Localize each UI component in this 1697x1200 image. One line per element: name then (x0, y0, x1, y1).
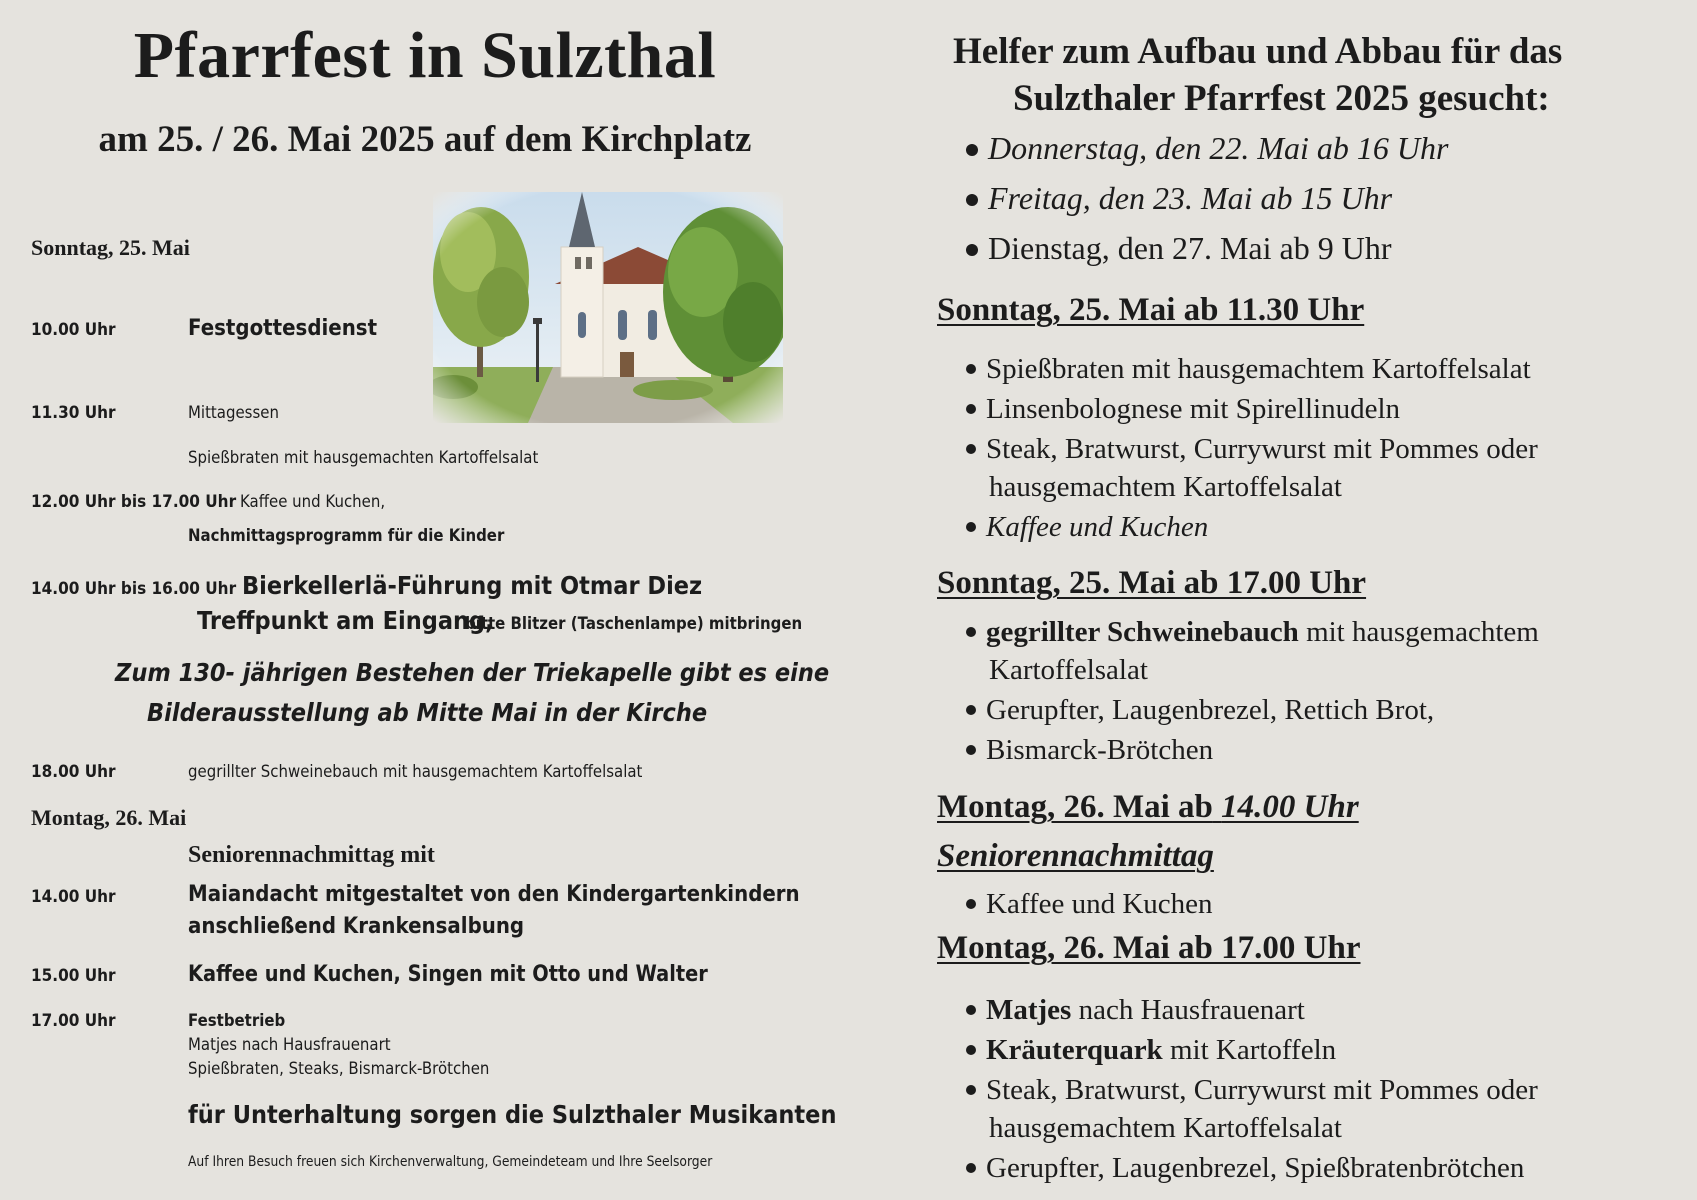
bullet-icon (966, 1163, 976, 1173)
bullet-icon (966, 444, 976, 454)
event-time: 15.00 Uhr (31, 966, 116, 986)
event-title: Kaffee und Kuchen, (240, 492, 386, 512)
event-detail: Nachmittagsprogramm für die Kinder (188, 526, 505, 546)
menu-item: gegrillter Schweinebauch mit hausgemachtem (966, 616, 1539, 649)
menu-item: Steak, Bratwurst, Currywurst mit Pommes oder (966, 433, 1538, 466)
section-title: Montag, 26. Mai ab 17.00 Uhr (937, 930, 1361, 966)
bullet-icon (966, 705, 976, 715)
bullet-icon (966, 1005, 976, 1015)
event-note: bitte Blitzer (Taschenlampe) mitbringen (465, 614, 803, 634)
event-detail: Matjes nach Hausfrauenart (188, 1035, 391, 1055)
bullet-icon (966, 1045, 976, 1055)
entertainment-note: für Unterhaltung sorgen die Sulzthaler Musikanten (188, 1100, 837, 1129)
section-title: Sonntag, 25. Mai ab 17.00 Uhr (937, 565, 1367, 601)
monday-heading: Montag, 26. Mai (31, 805, 187, 830)
menu-item-continued: Kartoffelsalat (989, 654, 1148, 686)
event-time: 10.00 Uhr (31, 320, 116, 340)
event-title: Festbetrieb (188, 1011, 286, 1031)
menu-item: Gerupfter, Laugenbrezel, Rettich Brot, (966, 694, 1434, 727)
bullet-icon (966, 404, 976, 414)
menu-item: Kaffee und Kuchen (966, 511, 1208, 544)
footer-note: Auf Ihren Besuch freuen sich Kirchenverwaltung, Gemeindeteam und Ihre Seelsorger (188, 1154, 713, 1170)
bullet-icon (966, 364, 976, 374)
page-title: Pfarrfest in Sulzthal (133, 19, 717, 92)
event-title: Kaffee und Kuchen, Singen mit Otto und Walter (188, 962, 708, 987)
section-title: Sonntag, 25. Mai ab 11.30 Uhr (937, 292, 1365, 328)
helper-heading-2: Sulzthaler Pfarrfest 2025 gesucht: (1013, 78, 1550, 119)
sunday-heading: Sonntag, 25. Mai (31, 235, 190, 260)
menu-item: Kaffee und Kuchen (966, 888, 1213, 921)
church-photo (433, 192, 783, 423)
anniversary-line-1: Zum 130- jährigen Bestehen der Triekapelle gibt es eine (115, 658, 830, 687)
helper-date: Dienstag, den 27. Mai ab 9 Uhr (966, 230, 1391, 267)
menu-item: Spießbraten mit hausgemachtem Kartoffelsalat (966, 353, 1531, 386)
bullet-icon (966, 899, 976, 909)
helper-heading-1: Helfer zum Aufbau und Abbau für das (953, 31, 1563, 72)
helper-date: Donnerstag, den 22. Mai ab 16 Uhr (966, 130, 1448, 167)
event-detail: Spießbraten mit hausgemachten Kartoffelsalat (188, 448, 539, 468)
menu-item: Kräuterquark mit Kartoffeln (966, 1034, 1336, 1067)
event-detail: Spießbraten, Steaks, Bismarck-Brötchen (188, 1059, 490, 1079)
menu-item-continued: hausgemachtem Kartoffelsalat (989, 1112, 1342, 1144)
event-title: Festgottesdienst (188, 316, 378, 341)
event-time: 14.00 Uhr bis 16.00 Uhr (31, 579, 237, 599)
section-title: Montag, 26. Mai ab 14.00 Uhr (937, 789, 1359, 825)
menu-item: Linsenbolognese mit Spirellinudeln (966, 393, 1400, 426)
bullet-icon (966, 1085, 976, 1095)
page-subtitle: am 25. / 26. Mai 2025 auf dem Kirchplatz (98, 119, 752, 160)
bullet-icon (966, 144, 978, 156)
helper-date: Freitag, den 23. Mai ab 15 Uhr (966, 180, 1392, 217)
menu-item: Steak, Bratwurst, Currywurst mit Pommes oder (966, 1074, 1538, 1107)
monday-intro: Seniorennachmittag mit (188, 842, 435, 868)
menu-item: Matjes nach Hausfrauenart (966, 994, 1305, 1027)
event-title: Maiandacht mitgestaltet von den Kindergartenkindern (188, 882, 800, 907)
event-detail: Treffpunkt am Eingang, (197, 606, 494, 635)
bullet-icon (966, 522, 976, 532)
event-time: 12.00 Uhr bis 17.00 Uhr (31, 492, 237, 512)
bullet-icon (966, 244, 978, 256)
event-title: gegrillter Schweinebauch mit hausgemachtem Kartoffelsalat (188, 762, 643, 782)
event-time: 17.00 Uhr (31, 1011, 116, 1031)
event-time: 11.30 Uhr (31, 403, 116, 423)
event-time: 14.00 Uhr (31, 887, 116, 907)
event-title: Bierkellerlä-Führung mit Otmar Diez (242, 571, 703, 600)
section-subtitle: Seniorennachmittag (937, 838, 1214, 874)
menu-item: Bismarck-Brötchen (966, 734, 1213, 767)
event-title: Mittagessen (188, 403, 279, 423)
event-detail: anschließend Krankensalbung (188, 914, 525, 939)
anniversary-line-2: Bilderausstellung ab Mitte Mai in der Kirche (147, 698, 708, 727)
menu-item-continued: hausgemachtem Kartoffelsalat (989, 471, 1342, 503)
bullet-icon (966, 627, 976, 637)
bullet-icon (966, 745, 976, 755)
bullet-icon (966, 194, 978, 206)
event-time: 18.00 Uhr (31, 762, 116, 782)
menu-item: Gerupfter, Laugenbrezel, Spießbratenbrötchen (966, 1152, 1524, 1185)
